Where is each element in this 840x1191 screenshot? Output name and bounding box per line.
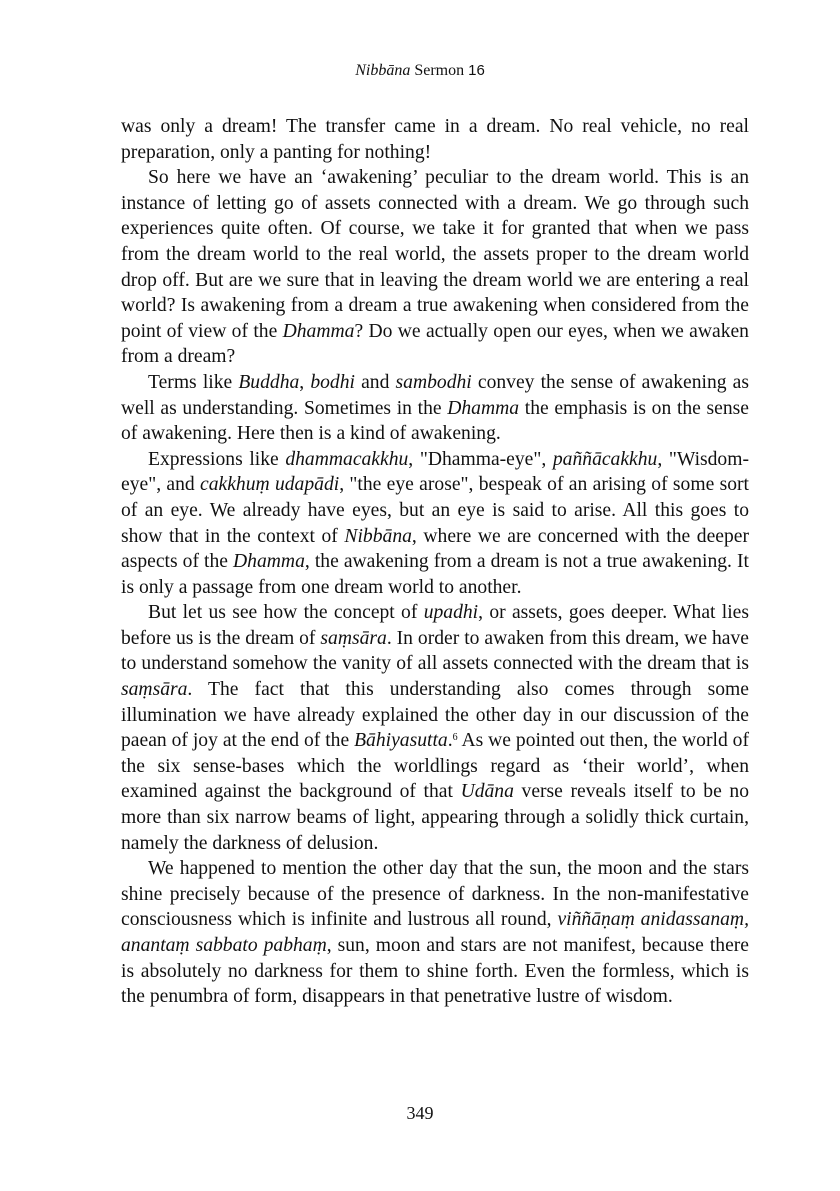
text-run: We happened to mention the other day that the sun, the moon and the stars shine precisely because of the presence of darkness. In the non-manifestative consciousness which is infinite and lustrous all round, [121,858,749,931]
text-run: , "the eye arose", bespeak of an arising of some sort of an eye. We already have eyes, but an eye is said to arise. All this goes to show that in the context of [121,474,749,547]
italic-term: upadhi [423,602,479,624]
text-run: , sun, moon and stars are not manifest, because there is absolutely no darkness for them to shine forth. Even the formless, which is the penumbra of form, disappears in that penetrative lustre of wisdom. [121,935,749,1008]
text-run: . The fact that this understanding also comes through some illumination we have already explained the other day in our discussion of the paean of joy at the end of the [121,679,749,752]
text-run: Expressions like [148,448,286,470]
text-run: , "Dhamma-eye", [408,448,553,470]
italic-term: cakkhuṃ udapādi [200,474,340,496]
italic-term: Dhamma [447,397,520,419]
text-run: Terms like [148,371,239,393]
italic-term: saṃsāra [320,627,387,649]
paragraph [121,165,749,370]
text-run: , "Wisdom-eye", and [121,448,749,496]
running-header-title-italic: Nibbāna [355,62,411,79]
text-run: But let us see how the concept of [148,602,424,624]
italic-term: Dhamma [282,320,355,342]
text-run: verse reveals itself to be no more than six narrow beams of light, appearing through a solidly thick curtain, namely the darkness of delusion. [121,781,749,854]
text-run: So here we have an ‘awakening’ peculiar to the dream world. This is an instance of letting go of assets connected with a dream. We go through such experiences quite often. Of course, we take it for granted that when we pass from the dream world to the real world, the assets proper to the dream world drop off. But are we sure that in leaving the dream world we are entering a real world? Is awakening from a dream a true awakening when considered from the point of view of the [121,167,749,342]
italic-term: Nibbāna [344,525,412,547]
italic-term: viññāṇaṃ anidassanaṃ, anantaṃ sabbato pabhaṃ [121,909,749,956]
italic-term: Buddha [238,371,300,393]
italic-term: paññācakkhu [552,448,658,470]
running-header [0,62,840,80]
italic-term: dhammacakkhu [285,448,409,470]
italic-term: Udāna [460,781,514,803]
text-run: . In order to awaken from this dream, we have to understand somehow the vanity of all assets connected with the dream that is [121,627,749,675]
text-run: the emphasis is on the sense of awakening. Here then is a kind of awakening. [121,397,749,445]
italic-term: Bāhiyasutta [354,730,448,752]
text-run: and [354,371,396,393]
body-text [121,114,749,1010]
paragraph [121,600,749,856]
text-run: , or assets, goes deeper. What lies before us is the dream of [121,602,749,649]
text-run: . [447,730,453,752]
paragraph [121,370,749,447]
italic-term: Dhamma [233,551,305,573]
text-run: was only a dream! The transfer came in a dream. No real vehicle, no real preparation, only a panting for nothing! [121,116,749,163]
footnote-marker: 6 [452,732,458,744]
paragraph [121,856,749,1010]
text-run: , [299,371,311,393]
italic-term: saṃsāra [121,679,188,701]
paragraph [121,114,749,165]
page-number: 349 [406,1103,434,1123]
text-run: , where we are concerned with the deeper aspects of the [121,525,750,573]
running-header-title: Sermon [410,62,465,79]
italic-term: sambodhi [395,371,472,393]
sermon-number: 16 [468,62,485,79]
text-run: , the awakening from a dream is not a true awakening. It is only a passage from one dream world to another. [121,551,749,598]
italic-term: bodhi [310,371,355,393]
text-run: convey the sense of awakening as well as understanding. Sometimes in the [121,371,750,419]
paragraph [121,447,749,601]
text-run: As we pointed out then, the world of the six sense-bases which the worldlings regard as ‘their world’, when examined against the background of that [121,730,749,803]
text-run: ? Do we actually open our eyes, when we awaken from a dream? [121,320,749,368]
